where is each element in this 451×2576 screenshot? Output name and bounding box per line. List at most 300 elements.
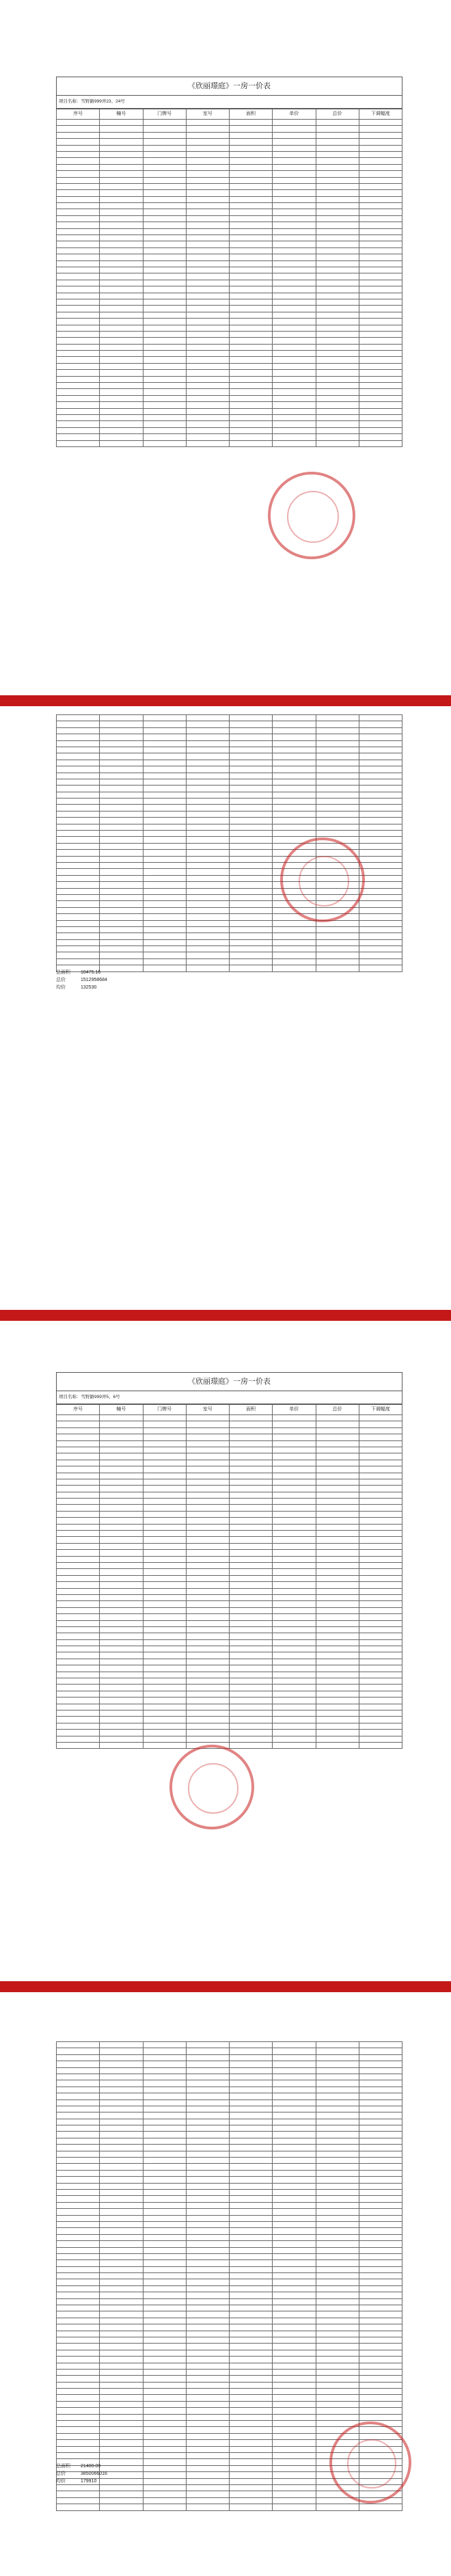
table-cell	[57, 2132, 100, 2138]
table-cell	[100, 882, 143, 888]
table-cell	[57, 837, 100, 843]
table-cell	[273, 1639, 316, 1646]
table-cell	[230, 1556, 273, 1562]
table-cell	[359, 357, 402, 363]
table-row	[57, 2080, 402, 2087]
table-cell	[230, 1415, 273, 1421]
table-cell	[273, 183, 316, 189]
table-cell	[316, 145, 359, 151]
table-cell	[359, 837, 402, 843]
table-cell	[359, 1524, 402, 1530]
table-cell	[273, 126, 316, 132]
table-cell	[186, 2221, 229, 2227]
table-cell	[273, 766, 316, 773]
table-cell	[273, 1736, 316, 1742]
table-cell	[316, 1460, 359, 1466]
table-cell	[316, 254, 359, 260]
table-cell	[57, 2080, 100, 2087]
table-cell	[143, 901, 186, 907]
table-cell	[143, 2158, 186, 2164]
table-cell	[186, 132, 229, 138]
table-cell	[316, 753, 359, 760]
table-cell	[316, 2119, 359, 2125]
page-4	[0, 1992, 451, 2576]
table-cell	[230, 1607, 273, 1613]
table-row	[57, 2363, 402, 2369]
table-cell	[230, 2363, 273, 2369]
table-cell	[186, 1736, 229, 1742]
table-cell	[273, 740, 316, 747]
table-row	[57, 306, 402, 312]
table-cell	[230, 235, 273, 241]
table-cell	[57, 164, 100, 170]
table-cell	[100, 1440, 143, 1447]
table-cell	[316, 2125, 359, 2132]
table-cell	[186, 926, 229, 933]
table-cell	[57, 939, 100, 945]
table-cell	[186, 2395, 229, 2401]
table-cell	[143, 1582, 186, 1588]
table-cell	[143, 2170, 186, 2176]
table-cell	[359, 779, 402, 785]
table-cell	[359, 2202, 402, 2208]
table-cell	[273, 1415, 316, 1421]
table-cell	[100, 1736, 143, 1742]
table-cell	[316, 721, 359, 727]
table-cell	[273, 2145, 316, 2151]
table-row	[57, 177, 402, 183]
table-cell	[57, 792, 100, 798]
table-cell	[100, 2048, 143, 2054]
table-cell	[100, 1704, 143, 1710]
table-cell	[230, 2298, 273, 2305]
table-row	[57, 1569, 402, 1575]
table-cell	[186, 1415, 229, 1421]
table-cell	[359, 2311, 402, 2318]
table-cell	[273, 2357, 316, 2363]
table-cell	[143, 2440, 186, 2446]
table-cell	[273, 171, 316, 177]
table-cell	[359, 2305, 402, 2311]
table-cell	[273, 2285, 316, 2292]
table-cell	[186, 1569, 229, 1575]
table-cell	[316, 1537, 359, 1543]
table-cell	[186, 370, 229, 376]
table-cell	[143, 120, 186, 126]
table-cell	[186, 894, 229, 900]
table-row	[57, 727, 402, 734]
table-cell	[359, 1453, 402, 1460]
table-cell	[230, 215, 273, 222]
table-cell	[316, 1421, 359, 1427]
table-cell	[186, 2376, 229, 2382]
table-cell	[100, 145, 143, 151]
table-row	[57, 293, 402, 299]
table-cell	[143, 1717, 186, 1723]
table-cell	[359, 2382, 402, 2388]
table-cell	[359, 2177, 402, 2183]
table-cell	[186, 792, 229, 798]
price-table-1	[56, 109, 402, 447]
table-cell	[316, 1620, 359, 1626]
table-cell	[230, 2158, 273, 2164]
table-cell	[57, 740, 100, 747]
table-cell	[57, 1434, 100, 1440]
table-cell	[230, 2472, 273, 2478]
project-info: 项目名称：雪野路999弄23、24号	[56, 96, 402, 109]
table-cell	[230, 2369, 273, 2375]
table-cell	[316, 2285, 359, 2292]
table-cell	[359, 1742, 402, 1748]
table-cell	[100, 126, 143, 132]
table-cell	[143, 779, 186, 785]
table-cell	[143, 2344, 186, 2350]
table-cell	[316, 2292, 359, 2298]
table-cell	[100, 2395, 143, 2401]
table-cell	[186, 1614, 229, 1620]
table-cell	[57, 158, 100, 164]
table-cell	[100, 2189, 143, 2195]
table-cell	[100, 1434, 143, 1440]
table-cell	[273, 1492, 316, 1498]
table-cell	[143, 1466, 186, 1473]
table-cell	[100, 222, 143, 228]
table-cell	[143, 2151, 186, 2157]
table-cell	[143, 215, 186, 222]
table-cell	[273, 190, 316, 196]
table-cell	[273, 2491, 316, 2497]
table-cell	[273, 1717, 316, 1723]
table-cell	[143, 2433, 186, 2439]
table-cell	[57, 2344, 100, 2350]
table-row	[57, 1453, 402, 1460]
table-cell	[186, 799, 229, 805]
table-cell	[316, 1594, 359, 1600]
table-cell	[230, 1518, 273, 1524]
table-cell	[273, 1646, 316, 1652]
table-cell	[143, 1460, 186, 1466]
table-cell	[186, 2247, 229, 2253]
table-cell	[359, 946, 402, 952]
table-cell	[186, 395, 229, 401]
table-cell	[230, 2125, 273, 2132]
table-cell	[316, 2305, 359, 2311]
table-cell	[230, 1511, 273, 1517]
table-cell	[316, 805, 359, 811]
table-cell	[359, 177, 402, 183]
table-cell	[100, 2151, 143, 2157]
col-door: 门牌号	[143, 109, 186, 120]
table-cell	[273, 1556, 316, 1562]
table-cell	[100, 875, 143, 881]
table-row	[57, 145, 402, 151]
table-cell	[143, 894, 186, 900]
table-cell	[100, 1473, 143, 1479]
header-row	[57, 109, 402, 120]
page-2	[0, 706, 451, 1310]
table-cell	[359, 1550, 402, 1556]
table-cell	[143, 1569, 186, 1575]
table-cell	[316, 1415, 359, 1421]
table-cell	[230, 2119, 273, 2125]
table-cell	[57, 2087, 100, 2093]
table-cell	[316, 247, 359, 254]
table-cell	[316, 1505, 359, 1511]
table-cell	[273, 2401, 316, 2407]
table-cell	[230, 2061, 273, 2067]
table-row	[57, 811, 402, 817]
table-row	[57, 158, 402, 164]
table-cell	[273, 1524, 316, 1530]
table-cell	[186, 965, 229, 971]
watermark-footer: 搜狐号@中国商业地产	[320, 2554, 403, 2564]
table-cell	[359, 389, 402, 395]
table-cell	[273, 747, 316, 753]
table-cell	[186, 2285, 229, 2292]
table-cell	[100, 1543, 143, 1549]
table-cell	[143, 2093, 186, 2099]
table-cell	[273, 1633, 316, 1639]
col-area: 面积	[230, 109, 273, 120]
table-cell	[230, 2196, 273, 2202]
table-cell	[316, 235, 359, 241]
table-cell	[100, 779, 143, 785]
table-cell	[143, 1556, 186, 1562]
table-cell	[143, 2112, 186, 2119]
table-cell	[143, 850, 186, 856]
table-cell	[57, 357, 100, 363]
table-cell	[359, 2266, 402, 2272]
table-cell	[230, 1730, 273, 1736]
table-cell	[273, 408, 316, 414]
table-cell	[316, 408, 359, 414]
table-cell	[186, 2382, 229, 2388]
table-cell	[186, 1550, 229, 1556]
table-cell	[57, 888, 100, 894]
table-cell	[230, 831, 273, 837]
total-price: 1512958684	[81, 978, 107, 982]
table-cell	[186, 734, 229, 740]
table-cell	[230, 395, 273, 401]
table-cell	[100, 734, 143, 740]
table-cell	[57, 2350, 100, 2356]
table-cell	[359, 818, 402, 824]
table-cell	[57, 132, 100, 138]
table-cell	[100, 331, 143, 337]
table-cell	[359, 2093, 402, 2099]
table-cell	[230, 837, 273, 843]
table-cell	[143, 2389, 186, 2395]
table-row	[57, 773, 402, 779]
table-cell	[143, 2132, 186, 2138]
table-cell	[186, 850, 229, 856]
table-cell	[359, 2376, 402, 2382]
table-cell	[230, 2074, 273, 2080]
table-cell	[57, 933, 100, 939]
table-cell	[186, 1626, 229, 1633]
table-cell	[359, 434, 402, 440]
table-cell	[359, 2170, 402, 2176]
table-cell	[273, 1594, 316, 1600]
table-cell	[273, 235, 316, 241]
table-cell	[186, 183, 229, 189]
price-table-2	[56, 1404, 402, 1749]
table-cell	[143, 1486, 186, 1492]
table-cell	[359, 2087, 402, 2093]
table-cell	[57, 2196, 100, 2202]
table-cell	[316, 799, 359, 805]
table-cell	[273, 2433, 316, 2439]
table-cell	[273, 132, 316, 138]
table-cell	[273, 2074, 316, 2080]
table-cell	[100, 1479, 143, 1485]
table-cell	[186, 215, 229, 222]
table-row	[57, 2266, 402, 2272]
table-cell	[273, 164, 316, 170]
table-row	[57, 837, 402, 843]
table-cell	[359, 1518, 402, 1524]
table-cell	[186, 286, 229, 293]
table-cell	[186, 958, 229, 965]
table-cell	[143, 286, 186, 293]
table-cell	[273, 2472, 316, 2478]
table-cell	[100, 395, 143, 401]
table-cell	[100, 721, 143, 727]
table-cell	[143, 2279, 186, 2285]
table-cell	[230, 158, 273, 164]
table-cell	[143, 2459, 186, 2465]
table-cell	[230, 2241, 273, 2247]
table-cell	[143, 1659, 186, 1665]
table-cell	[57, 1594, 100, 1600]
table-cell	[143, 2465, 186, 2471]
table-cell	[57, 727, 100, 734]
table-cell	[57, 1511, 100, 1517]
table-cell	[230, 1440, 273, 1447]
table-cell	[359, 958, 402, 965]
table-cell	[100, 280, 143, 286]
table-cell	[186, 1672, 229, 1678]
table-cell	[100, 2196, 143, 2202]
table-row	[57, 331, 402, 337]
table-cell	[359, 1531, 402, 1537]
table-cell	[230, 2067, 273, 2074]
table-cell	[273, 1678, 316, 1685]
col-room: 室号	[186, 1405, 229, 1415]
table-cell	[230, 2324, 273, 2331]
table-cell	[316, 2376, 359, 2382]
table-cell	[57, 715, 100, 721]
table-row	[57, 721, 402, 727]
table-cell	[230, 2357, 273, 2363]
table-cell	[143, 357, 186, 363]
table-cell	[186, 306, 229, 312]
table-cell	[359, 228, 402, 234]
table-cell	[143, 171, 186, 177]
table-cell	[316, 2177, 359, 2183]
table-cell	[143, 306, 186, 312]
table-cell	[57, 862, 100, 868]
table-cell	[316, 1550, 359, 1556]
table-cell	[316, 1704, 359, 1710]
table-cell	[143, 2067, 186, 2074]
table-cell	[57, 856, 100, 862]
table-cell	[186, 126, 229, 132]
table-cell	[316, 286, 359, 293]
table-cell	[143, 843, 186, 849]
table-cell	[273, 2395, 316, 2401]
average-price: 179910	[81, 2479, 97, 2484]
table-cell	[100, 1447, 143, 1453]
table-cell	[57, 2395, 100, 2401]
table-cell	[273, 2414, 316, 2420]
table-cell	[273, 1440, 316, 1447]
table-cell	[359, 2151, 402, 2157]
table-cell	[186, 1473, 229, 1479]
table-cell	[273, 727, 316, 734]
table-cell	[230, 2087, 273, 2093]
table-cell	[100, 1710, 143, 1716]
table-cell	[143, 958, 186, 965]
header-row	[57, 1405, 402, 1415]
table-cell	[273, 203, 316, 209]
table-cell	[100, 2311, 143, 2318]
table-cell	[230, 2421, 273, 2427]
table-cell	[100, 2369, 143, 2375]
table-cell	[57, 1698, 100, 1704]
table-cell	[100, 1717, 143, 1723]
table-cell	[143, 209, 186, 215]
table-cell	[273, 1672, 316, 1678]
table-cell	[186, 235, 229, 241]
table-cell	[316, 2279, 359, 2285]
table-cell	[100, 2125, 143, 2132]
table-cell	[186, 1607, 229, 1613]
table-cell	[100, 177, 143, 183]
table-cell	[100, 2241, 143, 2247]
table-cell	[186, 2408, 229, 2414]
table-cell	[143, 1492, 186, 1498]
table-cell	[359, 2189, 402, 2195]
table-cell	[100, 1652, 143, 1659]
table-cell	[316, 414, 359, 420]
table-cell	[273, 1588, 316, 1594]
table-cell	[230, 856, 273, 862]
table-cell	[316, 1710, 359, 1716]
table-cell	[316, 440, 359, 446]
table-row	[57, 1499, 402, 1505]
table-cell	[359, 1486, 402, 1492]
table-cell	[316, 1582, 359, 1588]
col-discount: 下调幅度	[359, 109, 402, 120]
table-cell	[359, 1505, 402, 1511]
table-cell	[359, 1646, 402, 1652]
table-cell	[230, 440, 273, 446]
table-cell	[57, 2279, 100, 2285]
table-cell	[57, 2164, 100, 2170]
table-cell	[57, 2337, 100, 2343]
table-cell	[100, 2318, 143, 2324]
table-cell	[230, 2164, 273, 2170]
table-cell	[359, 882, 402, 888]
table-cell	[359, 2241, 402, 2247]
table-cell	[273, 260, 316, 267]
table-cell	[316, 958, 359, 965]
table-cell	[273, 2273, 316, 2279]
table-cell	[57, 177, 100, 183]
table-cell	[100, 1460, 143, 1466]
table-row	[57, 2260, 402, 2266]
